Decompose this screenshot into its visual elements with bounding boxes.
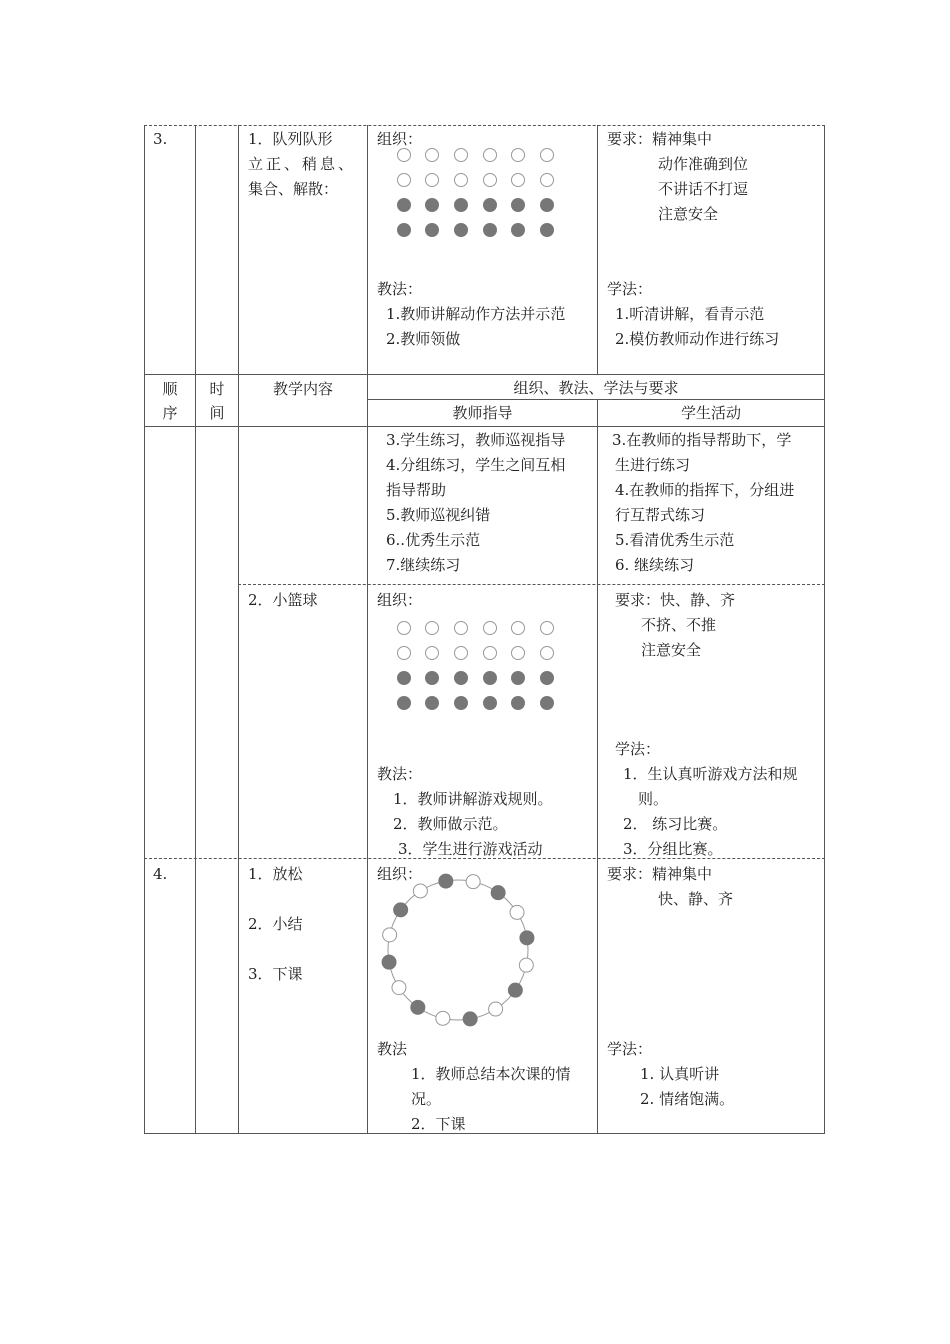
req-item: 注意安全 <box>658 205 719 223</box>
method-item: 1．教师总结本次课的情 <box>411 1065 571 1083</box>
req-label: 要求：快、静、齐 <box>615 591 736 609</box>
student-position-empty <box>483 646 497 660</box>
student-position-empty <box>413 884 427 898</box>
col-divider <box>367 374 368 1133</box>
student-position-filled <box>540 671 554 685</box>
student-position-filled <box>483 671 497 685</box>
student-position-filled <box>511 671 525 685</box>
student-position-empty <box>436 1011 450 1025</box>
student-position-empty <box>511 646 525 660</box>
student-position-empty <box>510 905 524 919</box>
col-divider <box>195 125 196 1133</box>
student-position-empty <box>466 875 480 889</box>
student-position-empty <box>540 646 554 660</box>
org-label: 组织： <box>377 130 423 148</box>
student-position-filled <box>540 223 554 237</box>
student-position-empty <box>483 148 497 162</box>
header-group: 组织、教法、学法与要求 <box>513 379 679 397</box>
method-label: 教法 <box>377 1040 408 1058</box>
study-item: 2. 情绪饱满。 <box>640 1090 735 1108</box>
header-seq: 序 <box>162 404 178 422</box>
student-position-empty <box>540 173 554 187</box>
method-item: 1.教师讲解动作方法并示范 <box>386 305 566 323</box>
student-position-empty <box>454 148 468 162</box>
method-item: 况。 <box>411 1090 442 1108</box>
student-position-filled <box>454 198 468 212</box>
student-position-filled <box>508 983 522 997</box>
teacher-item: 6..优秀生示范 <box>386 531 481 549</box>
study-item: 3．分组比赛。 <box>623 840 723 858</box>
student-position-filled <box>394 903 408 917</box>
method-item: 2.教师领做 <box>386 330 461 348</box>
method-label: 教法： <box>377 765 423 783</box>
student-position-filled <box>454 696 468 710</box>
header-seq: 顺 <box>162 380 178 398</box>
student-position-filled <box>511 696 525 710</box>
student-item: 5.看清优秀生示范 <box>615 531 735 549</box>
org-label: 组织： <box>377 865 423 883</box>
row-divider <box>144 125 825 126</box>
row-divider <box>144 1133 825 1134</box>
student-position-filled <box>397 671 411 685</box>
student-position-empty <box>383 928 397 942</box>
student-position-empty <box>483 621 497 635</box>
teacher-item: 4.分组练习，学生之间互相 <box>386 456 566 474</box>
req-item: 快、静、齐 <box>658 890 734 908</box>
method-item: 2．下课 <box>411 1115 466 1133</box>
method-item: 3．学生进行游戏活动 <box>398 840 543 858</box>
req-label: 要求：精神集中 <box>607 865 713 883</box>
header-time: 时 <box>209 380 225 398</box>
study-label: 学法： <box>607 280 653 298</box>
org-label: 组织： <box>377 591 423 609</box>
student-position-empty <box>425 148 439 162</box>
teacher-item: 指导帮助 <box>386 481 447 499</box>
student-position-empty <box>392 981 406 995</box>
col-divider <box>238 125 239 1133</box>
study-item: 则。 <box>638 790 669 808</box>
header-teacher: 教师指导 <box>452 404 513 422</box>
study-item: 1. 认真听讲 <box>640 1065 720 1083</box>
header-time: 间 <box>209 404 225 422</box>
student-position-filled <box>411 1000 425 1014</box>
method-item: 2．教师做示范。 <box>393 815 508 833</box>
student-position-empty <box>540 148 554 162</box>
student-position-empty <box>397 646 411 660</box>
student-position-empty <box>397 621 411 635</box>
student-position-filled <box>425 223 439 237</box>
student-position-filled <box>397 198 411 212</box>
row-divider <box>144 374 825 375</box>
student-position-filled <box>483 223 497 237</box>
student-item: 行互帮式练习 <box>615 506 706 524</box>
student-position-filled <box>540 696 554 710</box>
study-item: 1.听清讲解，看青示范 <box>615 305 765 323</box>
method-label: 教法： <box>377 280 423 298</box>
content-line: 1．队列队形 <box>248 130 333 148</box>
student-position-empty <box>454 173 468 187</box>
student-position-filled <box>397 223 411 237</box>
req-label: 要求：精神集中 <box>607 130 713 148</box>
seq-number: 3. <box>153 130 168 148</box>
row-divider <box>238 584 825 585</box>
student-position-filled <box>483 696 497 710</box>
student-position-empty <box>454 621 468 635</box>
student-position-empty <box>519 958 533 972</box>
student-item: 3.在教师的指导帮助下，学 <box>612 431 792 449</box>
req-item: 不挤、不推 <box>641 616 717 634</box>
student-position-empty <box>483 173 497 187</box>
student-position-filled <box>511 223 525 237</box>
student-position-filled <box>454 671 468 685</box>
student-item: 生进行练习 <box>615 456 691 474</box>
circle-track <box>388 880 528 1020</box>
teacher-item: 3.学生练习，教师巡视指导 <box>386 431 566 449</box>
student-position-filled <box>397 696 411 710</box>
student-position-filled <box>463 1012 477 1026</box>
col-divider <box>824 125 825 1133</box>
student-position-empty <box>511 173 525 187</box>
student-position-empty <box>425 173 439 187</box>
student-position-empty <box>511 621 525 635</box>
student-position-filled <box>540 198 554 212</box>
teacher-item: 7.继续练习 <box>386 556 461 574</box>
student-position-empty <box>454 646 468 660</box>
req-item: 动作准确到位 <box>658 155 749 173</box>
student-item: 4.在教师的指挥下，分组进 <box>615 481 795 499</box>
col-divider <box>597 125 598 374</box>
student-position-empty <box>489 1002 503 1016</box>
req-item: 注意安全 <box>641 641 702 659</box>
student-position-empty <box>397 173 411 187</box>
teacher-item: 5.教师巡视纠错 <box>386 506 491 524</box>
student-position-empty <box>425 646 439 660</box>
student-position-filled <box>483 198 497 212</box>
row-divider <box>144 426 825 427</box>
req-item: 不讲话不打逗 <box>658 180 749 198</box>
content-line: 3．下课 <box>248 965 303 983</box>
col-divider <box>597 399 598 1133</box>
content-line: 1．放松 <box>248 865 303 883</box>
study-item: 2． 练习比赛。 <box>623 815 728 833</box>
student-position-empty <box>425 621 439 635</box>
student-position-filled <box>520 931 534 945</box>
content-line: 2．小篮球 <box>248 591 318 609</box>
student-position-filled <box>382 955 396 969</box>
student-position-filled <box>425 696 439 710</box>
col-divider <box>367 125 368 374</box>
student-position-filled <box>511 198 525 212</box>
circle-formation-diagram <box>372 872 552 1037</box>
student-item: 6. 继续练习 <box>615 556 695 574</box>
study-label: 学法： <box>615 740 661 758</box>
study-item: 1．生认真听游戏方法和规 <box>623 765 798 783</box>
student-position-filled <box>491 886 505 900</box>
study-item: 2.模仿教师动作进行练习 <box>615 330 780 348</box>
header-student: 学生活动 <box>680 404 741 422</box>
student-position-empty <box>397 148 411 162</box>
student-position-filled <box>425 671 439 685</box>
col-divider <box>144 125 145 1133</box>
content-line: 集合、解散： <box>248 180 339 198</box>
student-position-filled <box>425 198 439 212</box>
student-position-filled <box>454 223 468 237</box>
content-line: 2．小结 <box>248 915 303 933</box>
student-position-empty <box>540 621 554 635</box>
seq-number: 4. <box>153 865 168 883</box>
student-position-filled <box>439 874 453 888</box>
student-position-empty <box>511 148 525 162</box>
content-line: 立正、稍息、 <box>248 155 357 173</box>
header-content: 教学内容 <box>272 380 333 398</box>
study-label: 学法： <box>607 1040 653 1058</box>
method-item: 1．教师讲解游戏规则。 <box>393 790 553 808</box>
